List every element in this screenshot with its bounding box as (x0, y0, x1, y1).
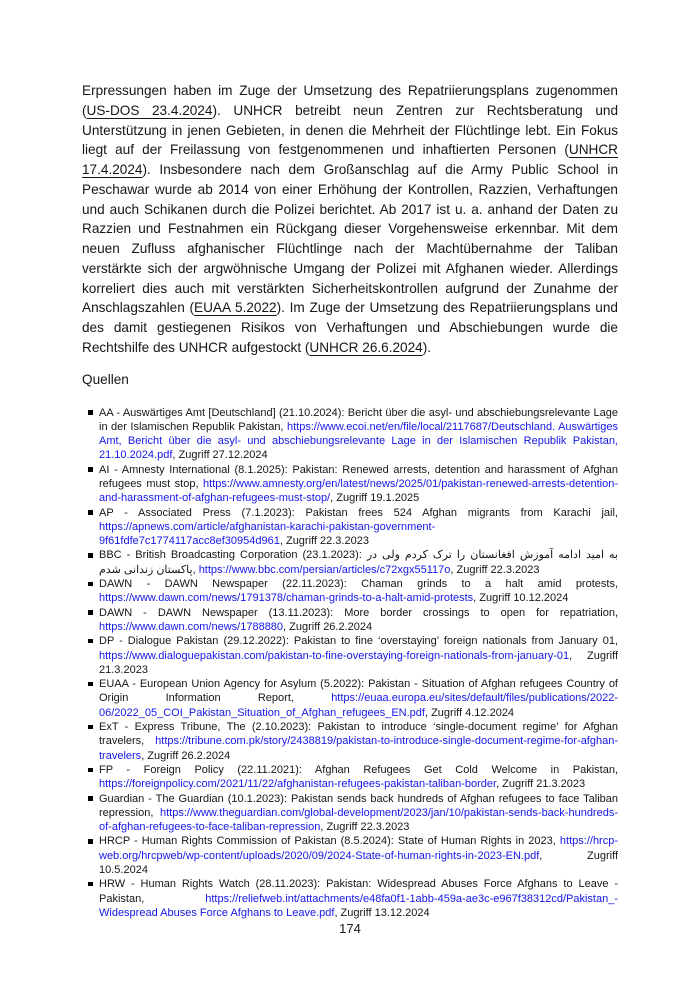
source-url-link[interactable]: https://www.dawn.com/news/1788880 (99, 620, 284, 633)
bullet-square-icon (88, 796, 93, 801)
source-item (88, 548, 618, 577)
source-url-link[interactable]: https://www.dawn.com/news/1791378/chaman-grinds-to-a-halt-amid-protests (99, 592, 474, 605)
source-item (88, 877, 618, 920)
bullet-square-icon (88, 582, 93, 587)
text-run: , Zugriff 26.2.2024 (141, 749, 231, 762)
text-run: , Zugriff 26.2.2024 (283, 620, 373, 633)
source-url-link[interactable]: https://www.amnesty.org/en/latest/news/2025/01/pakistan-renewed-arrests-detention-and-harassment-of-afghan-refugees-must-stop/ (99, 477, 618, 505)
source-item (88, 506, 618, 549)
text-run: , Zugriff 4.12.2024 (424, 706, 515, 719)
bullet-square-icon (88, 768, 93, 773)
source-url-link[interactable]: https://www.bbc.com/persian/articles/c72xgx55117o (198, 563, 451, 576)
text-run: DAWN - DAWN Newspaper (13.11.2023): More border crossings to open for repatriation, (99, 606, 618, 619)
text-run: ). UNHCR betreibt neun Zentren zur Rechtsberatung und Unterstützung in jenen Gebieten, in denen die Mehrheit der Flüchtlinge lebt. Ein Fokus liegt auf der Freilassung von festgenommenen und inhaftierten Personen ( (82, 102, 619, 158)
text-run: BBC - British Broadcasting Corporation (23.1.2023): به امید ادامه آموزش افغانستان را ترک کردم ولی در پاکستان زندانی شدم, (99, 549, 618, 576)
source-text (99, 721, 618, 762)
bullet-square-icon (88, 639, 93, 644)
text-run: Erpressungen haben im Zuge der Umsetzung des Repatriierungsplans zugenommen ( (82, 83, 618, 118)
source-url-link[interactable]: https://www.theguardian.com/global-development/2023/jan/10/pakistan-sends-back-hundreds-of-afghan-refugees-to-face-taliban-repression (99, 806, 618, 834)
text-run: , Zugriff 21.3.2023 (496, 778, 586, 791)
citation-link[interactable]: US-DOS 23.4.2024 (86, 102, 213, 118)
text-run: , Zugriff 22.3.2023 (450, 563, 540, 576)
text-run: Guardian - The Guardian (10.1.2023): Pakistan sends back hundreds of Afghan refugees to face Taliban repression, (99, 792, 618, 819)
source-text (99, 549, 618, 575)
source-item (88, 792, 618, 835)
text-run: , Zugriff 13.12.2024 (334, 906, 430, 919)
source-text (99, 507, 618, 548)
text-run: ). Insbesondere nach dem Großanschlag auf die Army Public School in Peschawar wurde ab 2014 von einer Erhöhung der Kontrollen, Razzien, Verhaftungen und auch Schikanen durch die Polizei berichtet. Ab 2017 ist u. a. anhand der Daten zu Razzien und Festnahmen ein Rückgang dieser Vorgehensweise erkennbar. Mit dem neuen Zufluss afghanischer Flüchtlinge nach der Machtübernahme der Taliban verstärkte sich der argwöhnische Umgang der Polizei mit Afghanen wieder. Allerdings korreliert dies auch mit verstärkten Sicherheitskontrollen aufgrund der Zunahme der Anschlagszahlen ( (82, 162, 618, 316)
sources-heading: Quellen (82, 371, 129, 387)
source-url-link[interactable]: https://hrcp-web.org/hrcpweb/wp-content/uploads/2020/09/2024-State-of-human-rights-in-2023-EN.pdf (99, 835, 618, 862)
source-url-link[interactable]: https://www.dialoguepakistan.com/pakistan-to-fine-overstaying-foreign-nationals-from-january-01 (99, 649, 570, 662)
source-url-link[interactable]: https://www.ecoi.net/en/file/local/2117687/Deutschland. Auswärtiges Amt, Bericht über die asyl- und abschiebungsrelevante Lage in der Islamischen Republik Pakistan, 21.10.2024.pdf (99, 420, 618, 462)
text-run: HRW - Human Rights Watch (28.11.2023): Pakistan: Widespread Abuses Force Afghans to Leave - Pakistan, (99, 878, 618, 905)
text-run: AP - Associated Press (7.1.2023): Pakistan frees 524 Afghan migrants from Karachi jail, (99, 506, 618, 519)
citation-link[interactable]: UNHCR 26.6.2024 (309, 339, 423, 355)
source-text (99, 578, 618, 604)
bullet-square-icon (88, 467, 93, 472)
bullet-square-icon (88, 882, 93, 887)
bullet-square-icon (88, 510, 93, 515)
text-run: ExT - Express Tribune, The (2.10.2023): Pakistan to introduce ‘single-document regime’ for Afghan travelers, (99, 721, 618, 748)
text-run: , Zugriff 27.12.2024 (172, 449, 268, 462)
bullet-square-icon (88, 553, 93, 558)
page-number: 174 (339, 921, 361, 936)
text-run: FP - Foreign Policy (22.11.2021): Afghan Refugees Get Cold Welcome in Pakistan, (99, 763, 618, 776)
text-run: HRCP - Human Rights Commission of Pakistan (8.5.2024): State of Human Rights in 2023, (99, 835, 560, 848)
body-paragraph (82, 81, 618, 358)
text-run: ). Im Zuge der Umsetzung des Repatriierungsplans und des damit gestiegenen Risikos von Verhaftungen und Abschiebungen wurde die Rechtshilfe des UNHCR aufgestockt ( (82, 300, 618, 355)
page-content (82, 81, 618, 920)
source-item (88, 677, 618, 720)
source-item (88, 606, 618, 635)
bullet-square-icon (88, 725, 93, 730)
text-run: AI - Amnesty International (8.1.2025): Pakistan: Renewed arrests, detention and harassment of Afghan refugees must stop, (99, 463, 618, 490)
source-item (88, 406, 618, 463)
source-text (99, 635, 618, 676)
source-item (88, 634, 618, 677)
source-item (88, 577, 618, 606)
text-run: , Zugriff 19.1.2025 (330, 492, 420, 505)
source-item (88, 463, 618, 506)
source-url-link[interactable]: https://foreignpolicy.com/2021/11/22/afghanistan-refugees-pakistan-taliban-border (99, 778, 497, 791)
source-url-link[interactable]: https://tribune.com.pk/story/2438819/pakistan-to-introduce-single-document-regime-for-afghan-travelers (99, 735, 618, 762)
source-url-link[interactable]: https://euaa.europa.eu/sites/default/files/publications/2022-06/2022_05_COI_Pakistan_Situation_of_Afghan_refugees_EN.pdf (99, 692, 618, 719)
source-url-link[interactable]: https://apnews.com/article/afghanistan-karachi-pakistan-government-9f61fdfe7c1774117acc8ef30954d961 (99, 520, 436, 548)
source-text (99, 678, 618, 719)
citation-link[interactable]: UNHCR 17.4.2024 (82, 142, 618, 177)
text-run: , Zugriff 21.3.2023 (99, 649, 618, 676)
bullet-square-icon (88, 682, 93, 687)
source-item (88, 763, 618, 792)
sources-list (88, 406, 618, 921)
source-text (99, 835, 618, 876)
source-text (99, 407, 618, 462)
source-text (99, 607, 618, 633)
source-item (88, 720, 618, 763)
source-item (88, 834, 618, 877)
source-text (99, 878, 618, 919)
source-text (99, 764, 618, 790)
text-run: , Zugriff 22.3.2023 (320, 821, 410, 834)
text-run: AA - Auswärtiges Amt [Deutschland] (21.10.2024): Bericht über die asyl- und abschiebungsrelevante Lage in der Islamischen Republik Pakistan, (99, 406, 618, 433)
text-run: EUAA - European Union Agency for Asylum (5.2022): Pakistan - Situation of Afghan refugees Country of Origin Information Report, (99, 678, 618, 705)
text-run: , Zugriff 10.12.2024 (473, 592, 569, 605)
citation-link[interactable]: EUAA 5.2022 (194, 300, 277, 316)
bullet-square-icon (88, 610, 93, 615)
bullet-square-icon (88, 839, 93, 844)
source-text (99, 793, 618, 834)
text-run: ). (422, 339, 432, 355)
bullet-square-icon (88, 410, 93, 415)
text-run: DAWN - DAWN Newspaper (22.11.2023): Chaman grinds to a halt amid protests, (99, 578, 618, 591)
text-run: , Zugriff 10.5.2024 (99, 849, 618, 876)
source-url-link[interactable]: https://reliefweb.int/attachments/e48fa0f1-1abb-459a-ae3c-e967f38312cd/Pakistan_-Widespread Abuses Force Afghans to Leave.pdf (99, 892, 618, 919)
text-run: DP - Dialogue Pakistan (29.12.2022): Pakistan to fine ‘overstaying’ foreign nationals from January 01, (99, 635, 618, 648)
text-run: , Zugriff 22.3.2023 (279, 535, 369, 548)
source-text (99, 464, 618, 505)
